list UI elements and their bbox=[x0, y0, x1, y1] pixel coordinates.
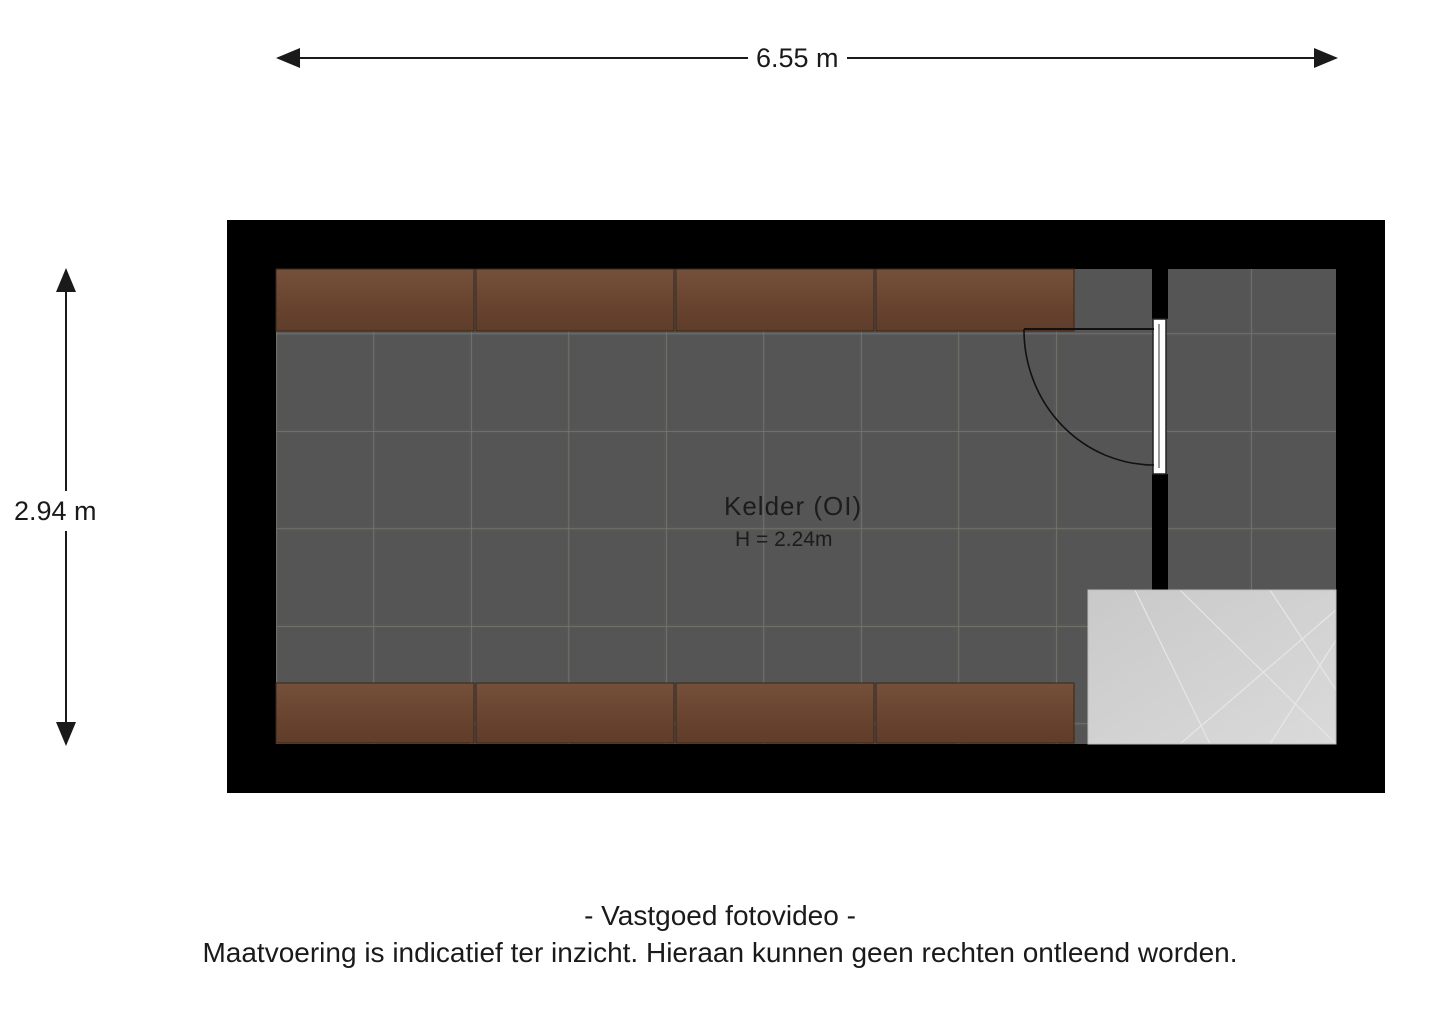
footer-disclaimer: Maatvoering is indicatief ter inzicht. Hieraan kunnen geen rechten ontleend worden. bbox=[202, 937, 1238, 968]
stairs bbox=[1088, 590, 1336, 744]
room-name: Kelder (OI) bbox=[724, 491, 863, 521]
room-height: H = 2.24m bbox=[735, 528, 833, 551]
footer-brand: - Vastgoed fotovideo - bbox=[584, 900, 856, 931]
width-dimension-label: 6.55 m bbox=[748, 42, 847, 74]
height-dimension-label: 2.94 m bbox=[12, 491, 99, 531]
